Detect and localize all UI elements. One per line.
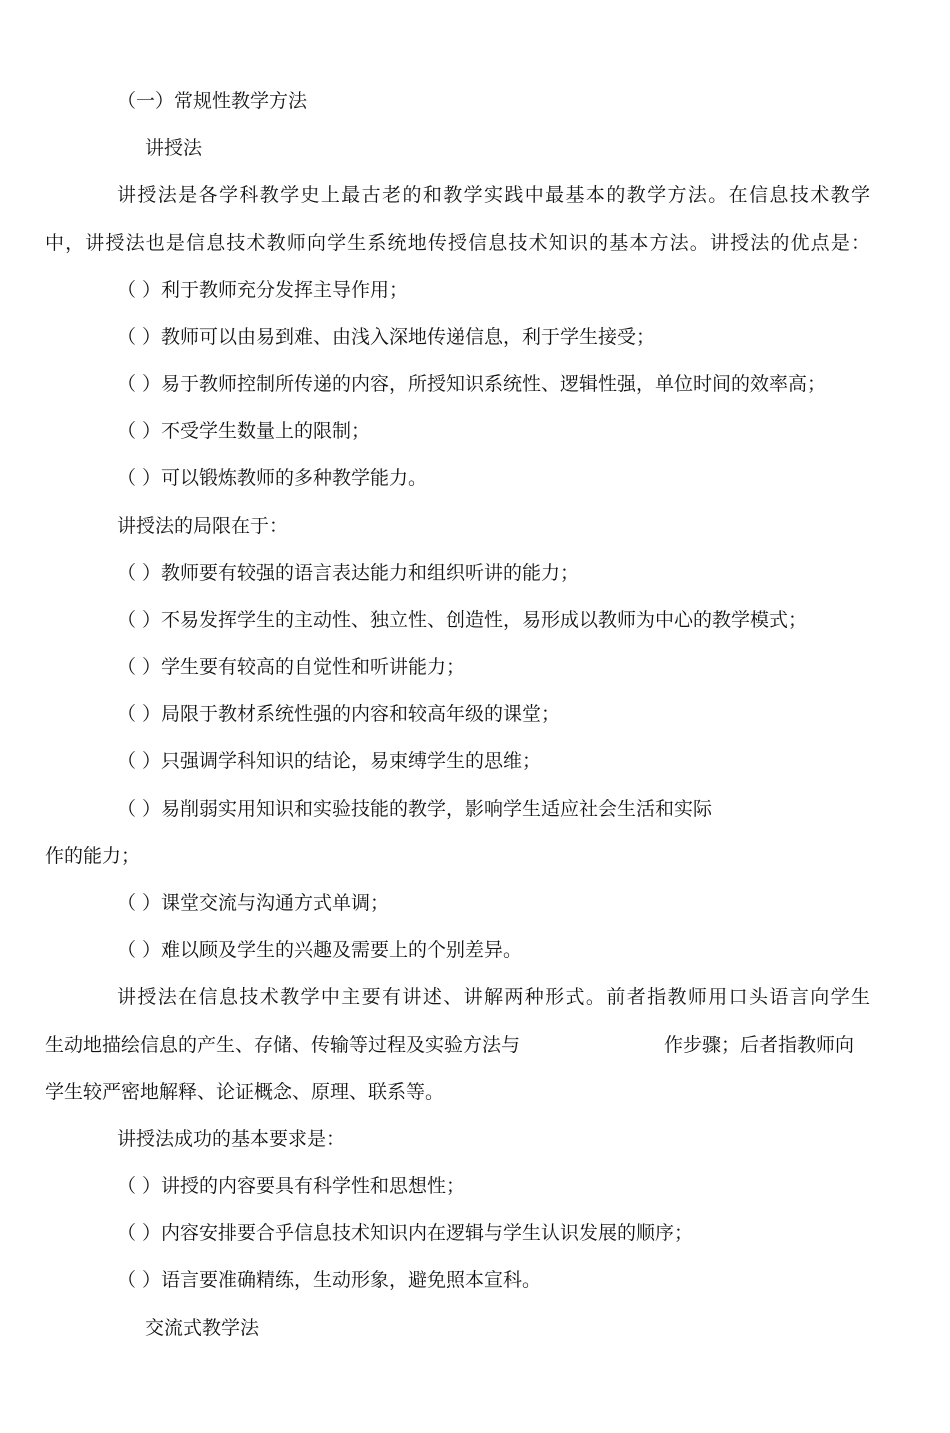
limitation-item: （ ）教师要有较强的语言表达能力和组织听讲的能力； [117, 562, 580, 584]
requirement-item: （ ）讲授的内容要具有科学性和思想性； [117, 1175, 466, 1197]
advantage-item: （ ）易于教师控制所传递的内容，所授知识系统性、逻辑性强，单位时间的效率高； [117, 373, 827, 395]
requirement-item: （ ）语言要准确精练，生动形象，避免照本宣科。 [117, 1269, 542, 1291]
forms-paragraph-line-2b: 作步骤；后者指教师向 [664, 1034, 855, 1056]
method-title-lecture: 讲授法 [145, 137, 203, 159]
limitation-item: （ ）易削弱实用知识和实验技能的教学，影响学生适应社会生活和实际 [117, 798, 713, 820]
limitation-item: （ ）课堂交流与沟通方式单调； [117, 892, 390, 914]
advantage-item: （ ）可以锻炼教师的多种教学能力。 [117, 467, 428, 489]
section-heading: （一）常规性教学方法 [117, 90, 308, 112]
limitation-item: （ ）局限于教材系统性强的内容和较高年级的课堂； [117, 703, 561, 725]
limitation-item-continuation: 作的能力； [45, 845, 141, 867]
method-title-interactive: 交流式教学法 [145, 1317, 260, 1339]
advantage-item: （ ）利于教师充分发挥主导作用； [117, 279, 409, 301]
limitation-item: （ ）不易发挥学生的主动性、独立性、创造性，易形成以教师为中心的教学模式； [117, 609, 808, 631]
limitation-item: （ ）学生要有较高的自觉性和听讲能力； [117, 656, 466, 678]
limitation-item: （ ）难以顾及学生的兴趣及需要上的个别差异。 [117, 939, 523, 961]
intro-paragraph-line-1: 讲授法是各学科教学史上最古老的和教学实践中最基本的教学方法。在信息技术教学 [117, 184, 870, 206]
forms-paragraph-line-2a: 生动地描绘信息的产生、存储、传输等过程及实验方法与 [45, 1034, 521, 1056]
forms-paragraph-line-1: 讲授法在信息技术教学中主要有讲述、讲解两种形式。前者指教师用口头语言向学生 [117, 986, 870, 1008]
requirements-intro: 讲授法成功的基本要求是： [117, 1128, 346, 1150]
requirement-item: （ ）内容安排要合乎信息技术知识内在逻辑与学生认识发展的顺序； [117, 1222, 694, 1244]
advantage-item: （ ）不受学生数量上的限制； [117, 420, 371, 442]
limitations-intro: 讲授法的局限在于： [117, 515, 289, 537]
forms-paragraph-line-3: 学生较严密地解释、论证概念、原理、联系等。 [45, 1081, 445, 1103]
limitation-item: （ ）只强调学科知识的结论，易束缚学生的思维； [117, 750, 542, 772]
advantage-item: （ ）教师可以由易到难、由浅入深地传递信息，利于学生接受； [117, 326, 656, 348]
intro-paragraph-line-2: 中，讲授法也是信息技术教师向学生系统地传授信息技术知识的基本方法。讲授法的优点是： [45, 232, 870, 254]
